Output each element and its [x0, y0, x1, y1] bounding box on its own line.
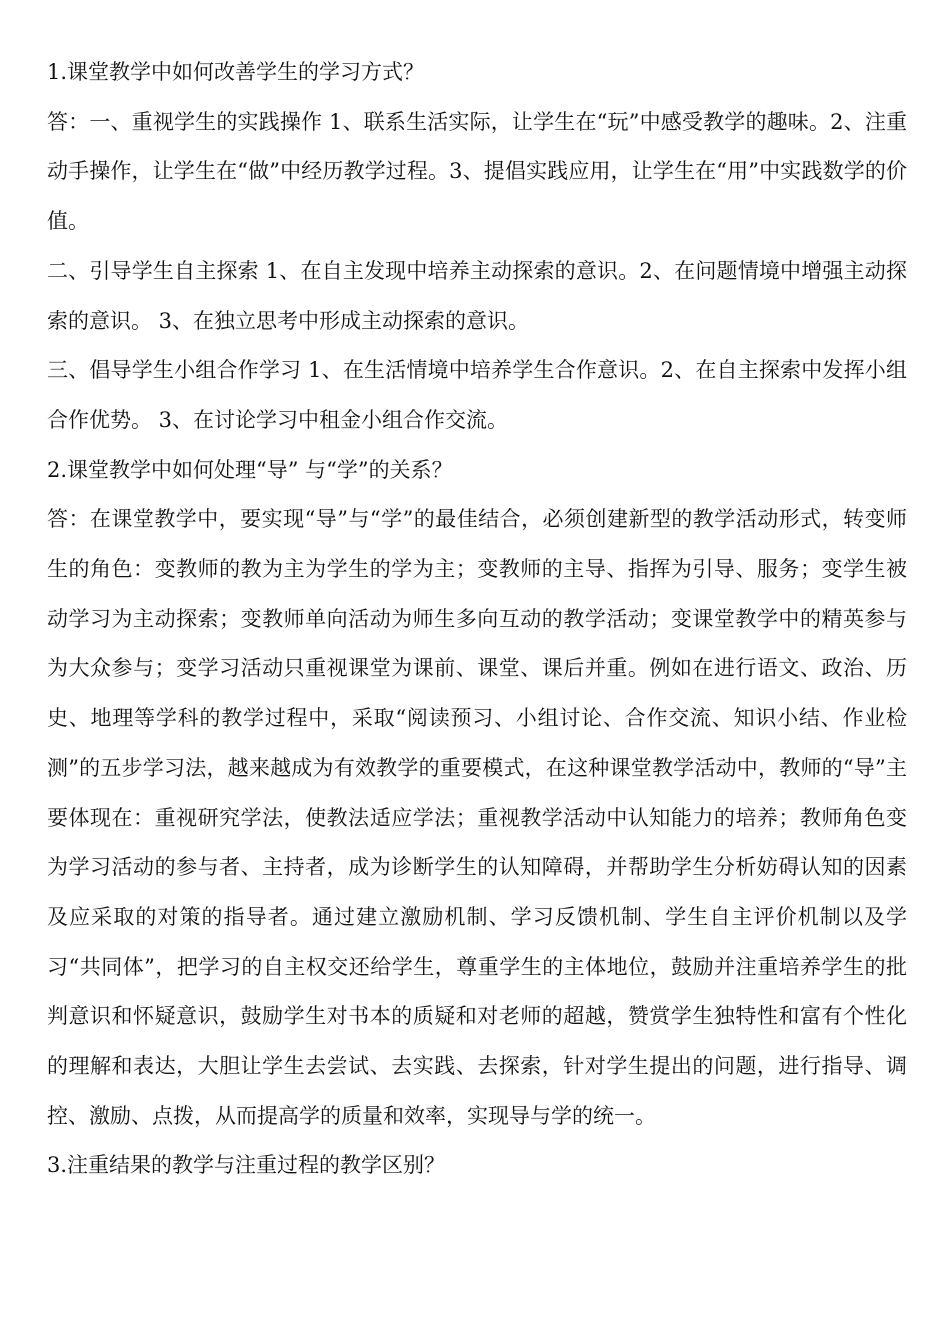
answer-2: 答：在课堂教学中，要实现“导”与“学”的最佳结合，必须创建新型的教学活动形式，转变师生的角色：变教师的教为主为学生的学为主；变教师的主导、指挥为引导、服务；变学生被动学习为主动探索；变教师单向活动为师生多向互动的教学活动；变课堂教学中的精英参与为大众参与；变学习活动只重视课堂为课前、课堂、课后并重。例如在进行语文、政治、历史、地理等学科的教学过程中，采取“阅读预习、小组讨论、合作交流、知识小结、作业检测”的五步学习法，越来越成为有效教学的重要模式，在这种课堂教学活动中，教师的“导”主要体现在：重视研究学法，使教法适应学法；重视教学活动中认知能力的培养；教师角色变为学习活动的参与者、主持者，成为诊断学生的认知障碍，并帮助学生分析妨碍认知的因素及应采取的对策的指导者。通过建立激励机制、学习反馈机制、学生自主评价机制以及学习“共同体”，把学习的自主权交还给学生，尊重学生的主体地位，鼓励并注重培养学生的批判意识和怀疑意识，鼓励学生对书本的质疑和对老师的超越，赞赏学生独特性和富有个性化的理解和表达，大胆让学生去尝试、去实践、去探索，针对学生提出的问题，进行指导、调控、激励、点拨，从而提高学的质量和效率，实现导与学的统一。: [47, 507, 907, 1128]
answer-1-part-1: 答：一、重视学生的实践操作 1、联系生活实际，让学生在“玩”中感受教学的趣味。2、注重动手操作，让学生在“做”中经历教学过程。3、提倡实践应用，让学生在“用”中实践数学的价值。: [47, 109, 907, 234]
answer-1-part-2: 二、引导学生自主探索 1、在自主发现中培养主动探索的意识。2、在问题情境中增强主动探索的意识。 3、在独立思考中形成主动探索的意识。: [47, 258, 907, 333]
question-3: 3.注重结果的教学与注重过程的教学区别？: [47, 1153, 446, 1178]
answer-1-part-3: 三、倡导学生小组合作学习 1、在生活情境中培养学生合作意识。2、在自主探索中发挥小组合作优势。 3、在讨论学习中租金小组合作交流。: [47, 358, 907, 432]
question-1: 1.课堂教学中如何改善学生的学习方式？: [47, 60, 425, 84]
question-2: 2.课堂教学中如何处理“导” 与“学”的关系？: [47, 457, 453, 482]
document-page: [47, 48, 907, 1191]
